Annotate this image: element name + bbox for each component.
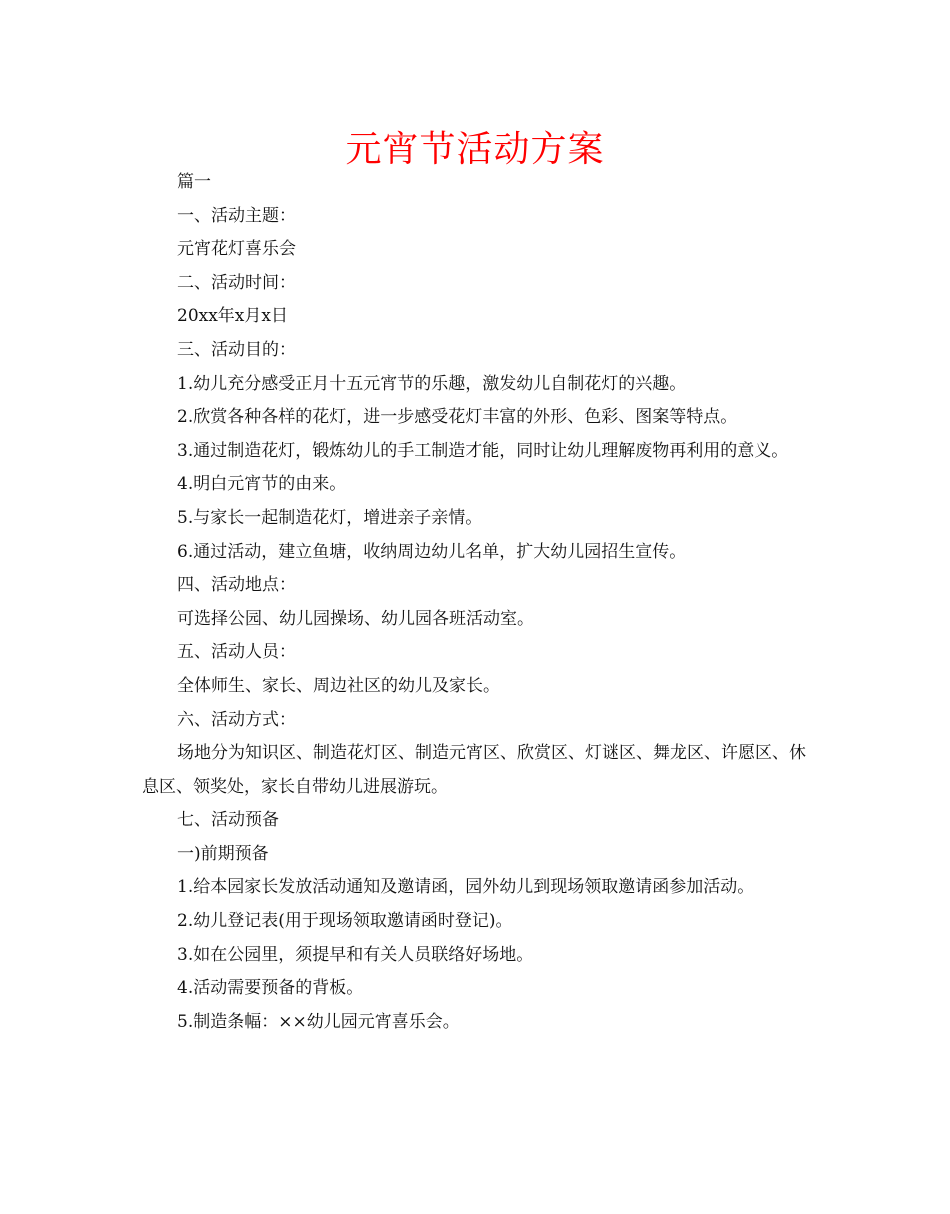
document-title: 元宵节活动方案 xyxy=(345,129,605,170)
list-item: 2.幼儿登记表(用于现场领取邀请函时登记)。 xyxy=(177,911,513,932)
list-item: 3.如在公园里，须提早和有关人员联络好场地。 xyxy=(177,944,534,965)
list-item: 4.活动需要预备的背板。 xyxy=(177,978,364,999)
list-item: 4.明白元宵节的由来。 xyxy=(177,474,347,495)
paragraph: 可选择公园、幼儿园操场、幼儿园各班活动室。 xyxy=(177,608,534,629)
section-heading: 五、活动人员： xyxy=(177,642,296,663)
section-heading: 四、活动地点： xyxy=(177,575,296,596)
paragraph: 篇一 xyxy=(177,172,211,192)
section-heading: 七、活动预备 xyxy=(177,810,279,831)
paragraph: 元宵花灯喜乐会 xyxy=(177,239,296,260)
list-item: 1.给本园家长发放活动通知及邀请函，园外幼儿到现场领取邀请函参加活动。 xyxy=(177,877,755,898)
list-item: 5.制造条幅：××幼儿园元宵喜乐会。 xyxy=(177,1011,460,1032)
section-heading: 六、活动方式： xyxy=(177,709,296,730)
section-heading: 三、活动目的： xyxy=(177,339,296,360)
paragraph: 20xx年x月x日 xyxy=(177,306,288,327)
list-item: 3.通过制造花灯，锻炼幼儿的手工制造才能，同时让幼儿理解废物再利用的意义。 xyxy=(177,440,789,461)
document-body xyxy=(142,166,814,1039)
list-item: 1.幼儿充分感受正月十五元宵节的乐趣，激发幼儿自制花灯的兴趣。 xyxy=(177,373,687,394)
paragraph: 全体师生、家长、周边社区的幼儿及家长。 xyxy=(177,675,500,696)
list-item: 6.通过活动，建立鱼塘，收纳周边幼儿名单，扩大幼儿园招生宣传。 xyxy=(177,541,687,562)
list-item: 2.欣赏各种各样的花灯，进一步感受花灯丰富的外形、色彩、图案等特点。 xyxy=(177,407,738,428)
list-item: 5.与家长一起制造花灯，增进亲子亲情。 xyxy=(177,507,483,528)
subsection-heading: 一)前期预备 xyxy=(177,843,269,864)
section-heading: 一、活动主题： xyxy=(177,205,296,226)
section-heading: 二、活动时间： xyxy=(177,272,296,293)
paragraph: 场地分为知识区、制造花灯区、制造元宵区、欣赏区、灯谜区、舞龙区、许愿区、休息区、领奖处，家长自带幼儿进展游玩。 xyxy=(142,743,806,797)
